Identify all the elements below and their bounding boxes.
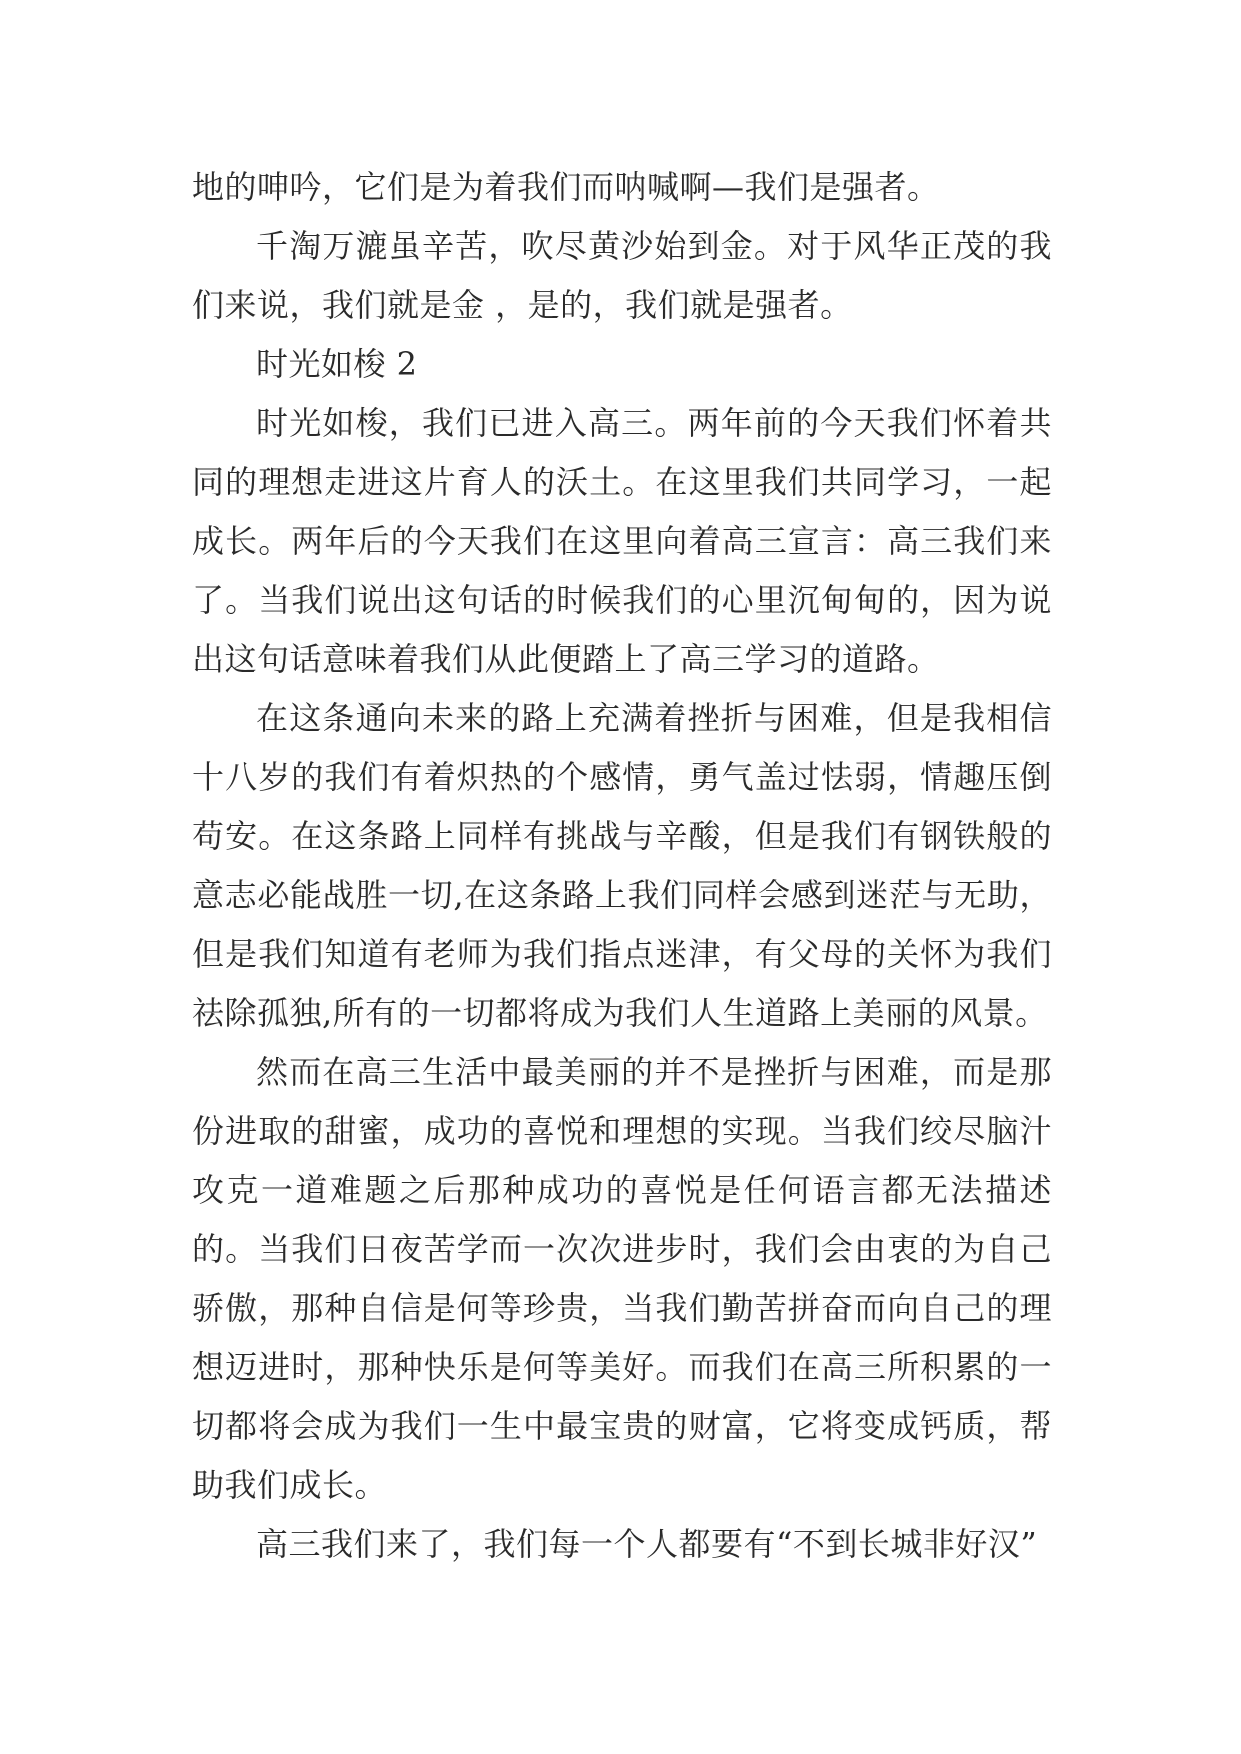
paragraph: 高三我们来了，我们每一个人都要有“不到长城非好汉” [256,1525,1038,1563]
body-text [192,158,1052,1574]
section-heading: 时光如梭 2 [256,345,418,383]
paragraph: 在这条通向未来的路上充满着挫折与困难，但是我相信十八岁的我们有着炽热的个感情，勇气盖过怯弱，情趣压倒苟安。在这条路上同样有挑战与辛酸，但是我们有钢铁般的意志必能战胜一切,在这条路上我们同样会感到迷茫与无助，但是我们知道有老师为我们指点迷津，有父母的关怀为我们祛除孤独,所有的一切都将成为我们人生道路上美丽的风景。 [192,699,1052,1032]
paragraph: 地的呻吟，它们是为着我们而呐喊啊—我们是强者。 [192,168,940,206]
paragraph: 时光如梭，我们已进入高三。两年前的今天我们怀着共同的理想走进这片育人的沃土。在这里我们共同学习，一起成长。两年后的今天我们在这里向着高三宣言：高三我们来了。当我们说出这句话的时候我们的心里沉甸甸的，因为说出这句话意味着我们从此便踏上了高三学习的道路。 [192,404,1052,678]
paragraph: 然而在高三生活中最美丽的并不是挫折与困难，而是那份进取的甜蜜，成功的喜悦和理想的实现。当我们绞尽脑汁攻克一道难题之后那种成功的喜悦是任何语言都无法描述的。当我们日夜苦学而一次次进步时，我们会由衷的为自己骄傲，那种自信是何等珍贵，当我们勤苦拼奋而向自己的理想迈进时，那种快乐是何等美好。而我们在高三所积累的一切都将会成为我们一生中最宝贵的财富，它将变成钙质，帮助我们成长。 [192,1053,1052,1504]
paragraph: 千淘万漉虽辛苦，吹尽黄沙始到金。对于风华正茂的我们来说，我们就是金 ，是的，我们就是强者。 [192,227,1052,324]
